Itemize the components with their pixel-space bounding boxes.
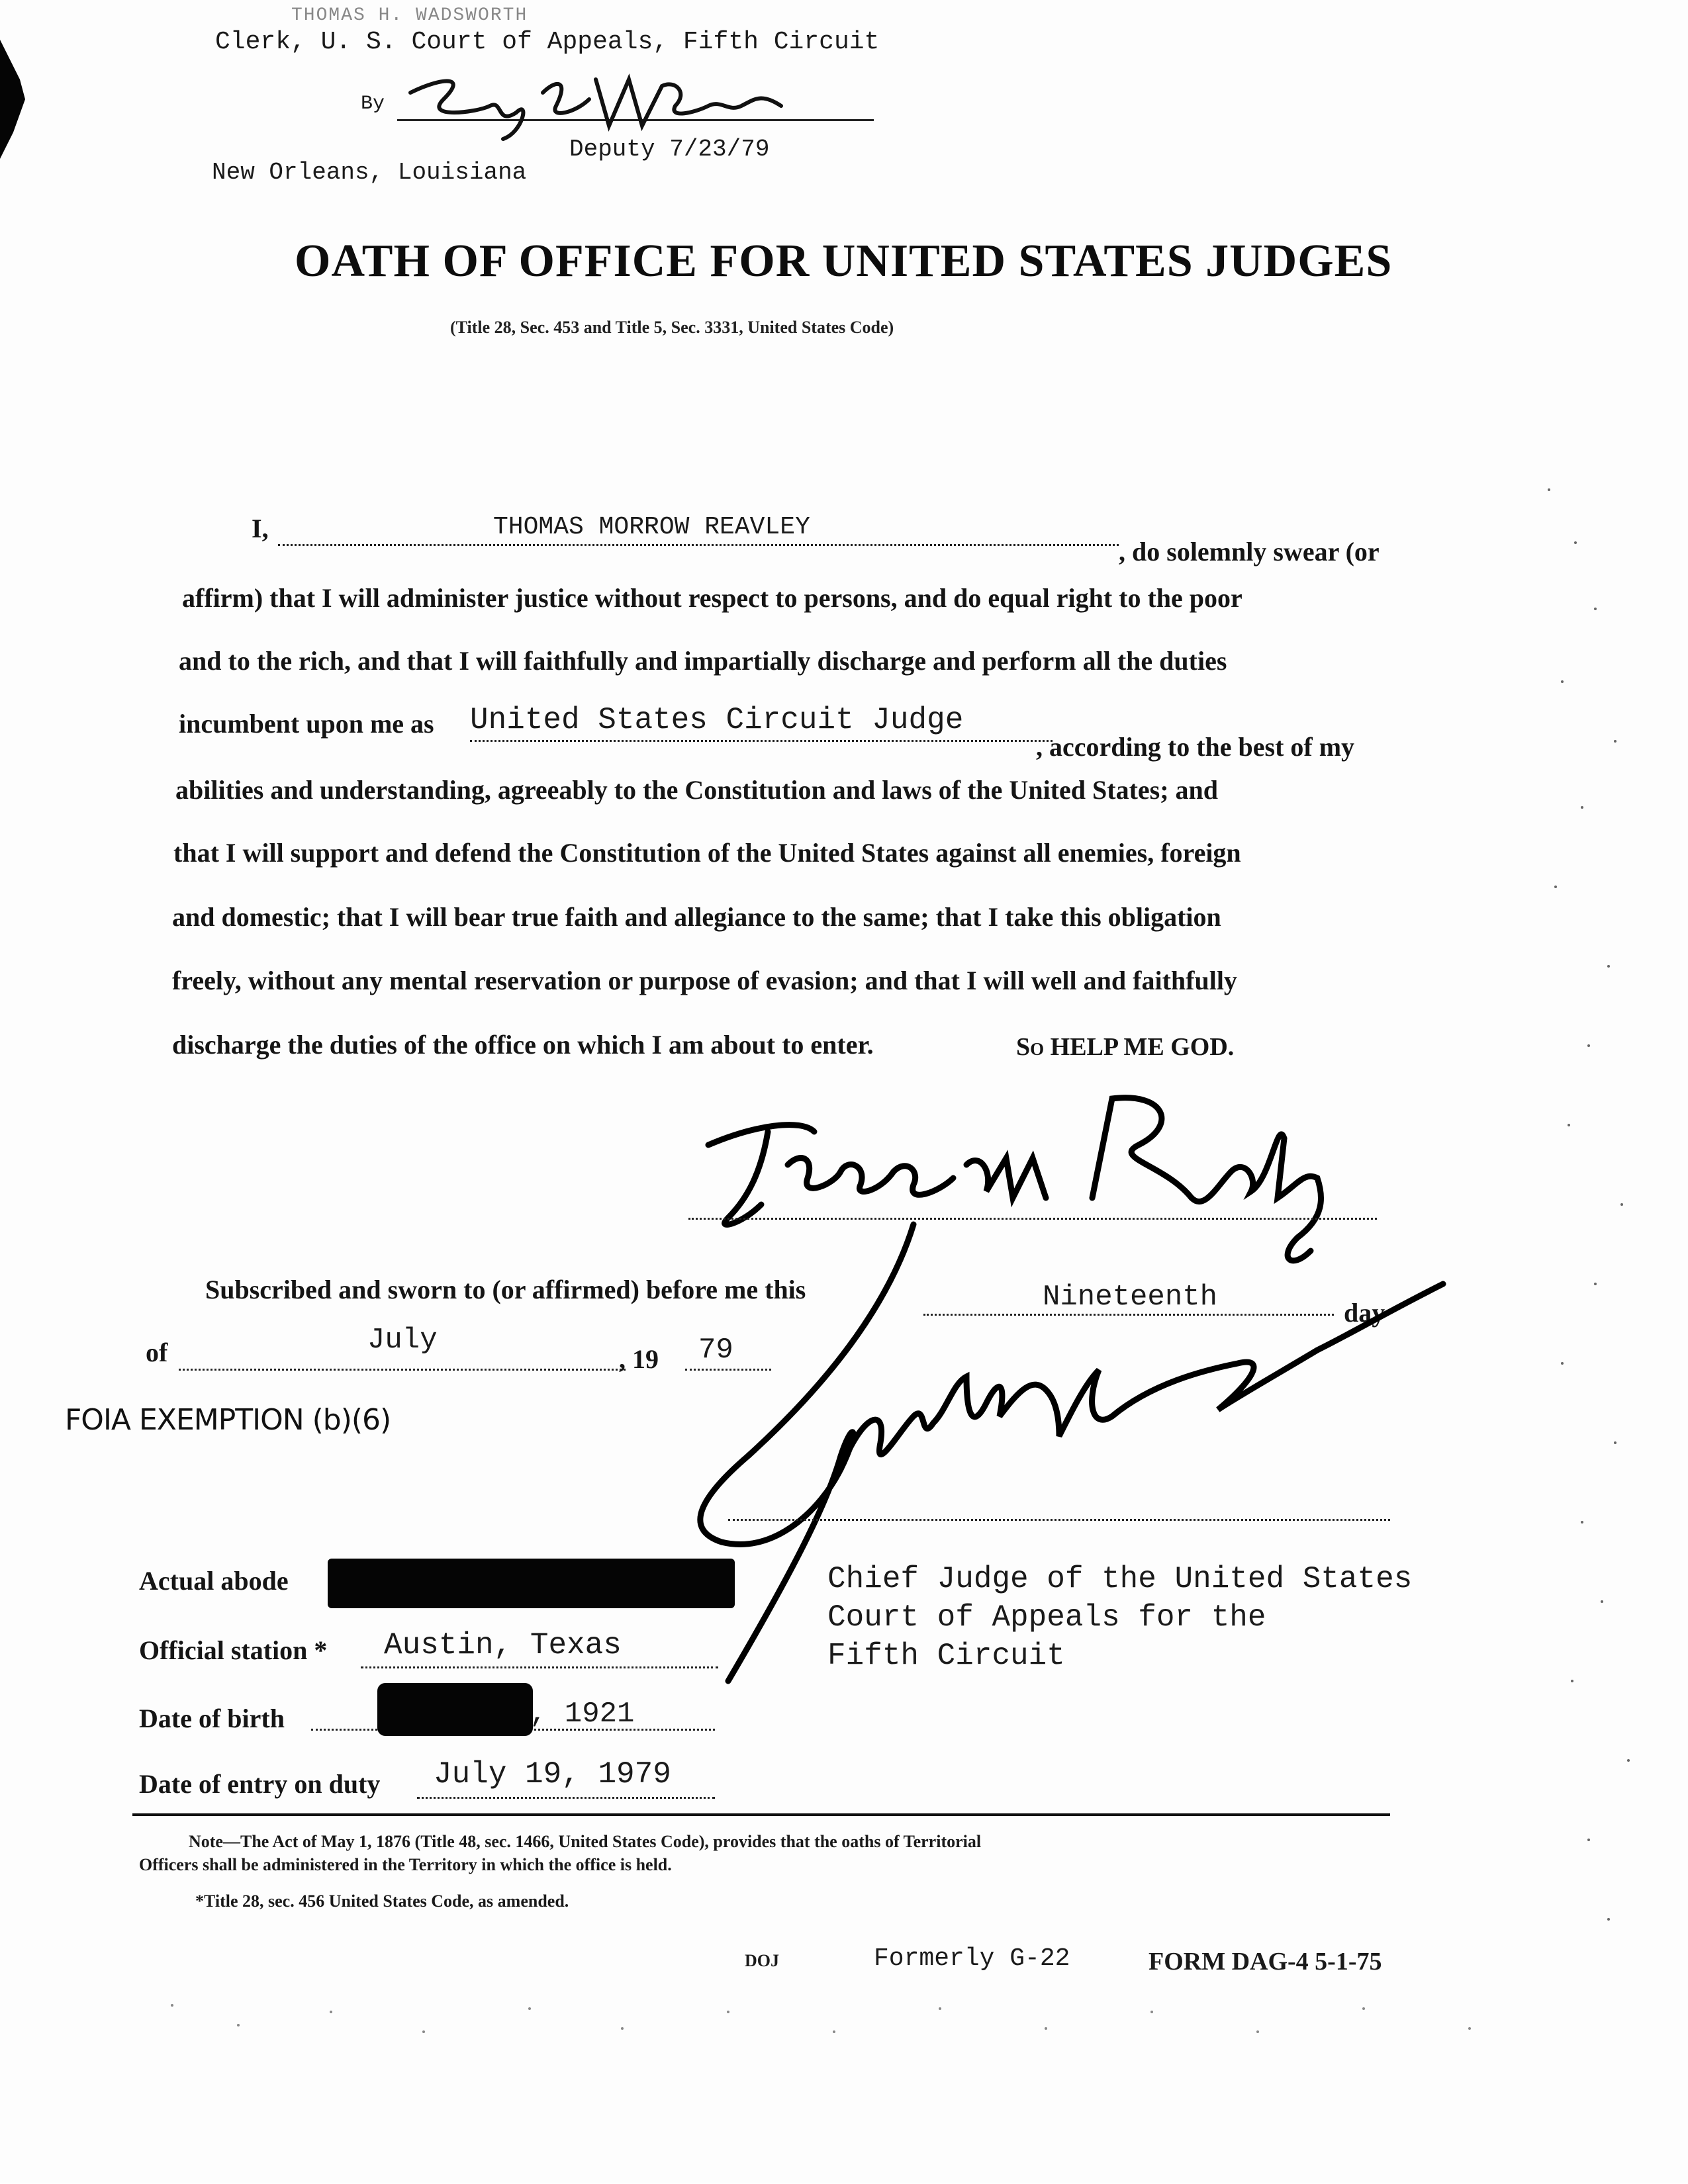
oath-line3: and to the rich, and that I will faithfully and impartially discharge and perform all the duties xyxy=(179,646,1227,676)
sworn-day-value: Nineteenth xyxy=(1043,1281,1218,1314)
oath-line8: freely, without any mental reservation or purpose of evasion; and that I will well and faithfully xyxy=(172,966,1237,995)
sworn-month-value: July xyxy=(367,1324,438,1357)
stamp-clerk-line: Clerk, U. S. Court of Appeals, Fifth Circuit xyxy=(215,28,880,56)
sworn-of-label: of xyxy=(146,1338,168,1367)
entry-dotted-line xyxy=(417,1797,715,1799)
entry-label: Date of entry on duty xyxy=(139,1769,381,1799)
sworn-year-prefix: , 19 xyxy=(619,1344,659,1374)
notes-divider xyxy=(132,1813,1390,1816)
oath-line7: and domestic; that I will bear true faith and allegiance to the same; that I take this obligation xyxy=(172,902,1221,932)
footer-doj: DOJ xyxy=(745,1951,779,1970)
oath-line2: affirm) that I will administer justice without respect to persons, and do equal right to the poor xyxy=(182,583,1243,613)
stamp-deputy-line: Deputy 7/23/79 xyxy=(569,136,770,163)
chief-judge-signature-line xyxy=(728,1519,1390,1521)
station-dotted-line xyxy=(361,1666,718,1668)
official-title-line3: Fifth Circuit xyxy=(827,1639,1065,1673)
form-title: OATH OF OFFICE FOR UNITED STATES JUDGES xyxy=(295,236,1393,287)
sworn-text: Subscribed and sworn to (or affirmed) before me this xyxy=(205,1275,806,1304)
entry-value: July 19, 1979 xyxy=(434,1757,671,1792)
oath-closing: So HELP ME GOD. xyxy=(1016,1033,1235,1061)
scan-artifact xyxy=(0,40,26,159)
abode-label: Actual abode xyxy=(139,1566,289,1596)
station-value: Austin, Texas xyxy=(384,1628,622,1662)
sworn-day-label: day xyxy=(1344,1298,1385,1328)
scan-noise-bottom xyxy=(159,1992,1549,2058)
oath-office: United States Circuit Judge xyxy=(470,703,964,737)
form-subtitle: (Title 28, Sec. 453 and Title 5, Sec. 3331, United States Code) xyxy=(450,318,894,337)
stamp-by-label: By xyxy=(361,93,385,115)
station-label: Official station * xyxy=(139,1635,328,1665)
scan-noise-right xyxy=(1536,463,1668,2184)
oath-name: THOMAS MORROW REAVLEY xyxy=(493,513,810,541)
oath-line4-end: , according to the best of my xyxy=(1036,732,1355,762)
birth-redaction xyxy=(377,1683,533,1736)
oath-prefix: I, xyxy=(252,514,269,543)
oath-line9: discharge the duties of the office on which I am about to enter. xyxy=(172,1030,874,1060)
office-dotted-line xyxy=(470,740,1053,742)
stamp-clerk-name: THOMAS H. WADSWORTH xyxy=(291,5,528,26)
name-dotted-line xyxy=(278,544,1119,546)
oath-line5: abilities and understanding, agreeably to the Constitution and laws of the United States; and xyxy=(175,775,1219,805)
abode-redaction xyxy=(328,1559,735,1608)
note-line1: Note—The Act of May 1, 1876 (Title 48, sec. 1466, United States Code), provides that the oaths of Territorial xyxy=(189,1832,982,1851)
foia-exemption-note: FOIA EXEMPTION (b)(6) xyxy=(65,1403,391,1437)
deputy-signature xyxy=(397,53,808,146)
oath-line4-start: incumbent upon me as xyxy=(179,709,434,739)
oath-line6: that I will support and defend the Constitution of the United States against all enemies, foreign xyxy=(173,838,1241,868)
official-title-line2: Court of Appeals for the xyxy=(827,1600,1266,1635)
birth-label: Date of birth xyxy=(139,1704,285,1733)
sworn-year-value: 79 xyxy=(698,1334,733,1367)
official-title-line1: Chief Judge of the United States xyxy=(827,1562,1413,1596)
note-line3: *Title 28, sec. 456 United States Code, as amended. xyxy=(195,1891,569,1911)
month-dotted-line xyxy=(179,1369,626,1371)
footer-formerly: Formerly G-22 xyxy=(874,1944,1070,1973)
birth-year: , 1921 xyxy=(530,1698,635,1731)
footer-form-number: FORM DAG-4 5-1-75 xyxy=(1149,1948,1382,1976)
stamp-location: New Orleans, Louisiana xyxy=(212,159,527,186)
note-line2: Officers shall be administered in the Territory in which the office is held. xyxy=(139,1855,672,1874)
oath-line1-end: , do solemnly swear (or xyxy=(1119,537,1380,567)
